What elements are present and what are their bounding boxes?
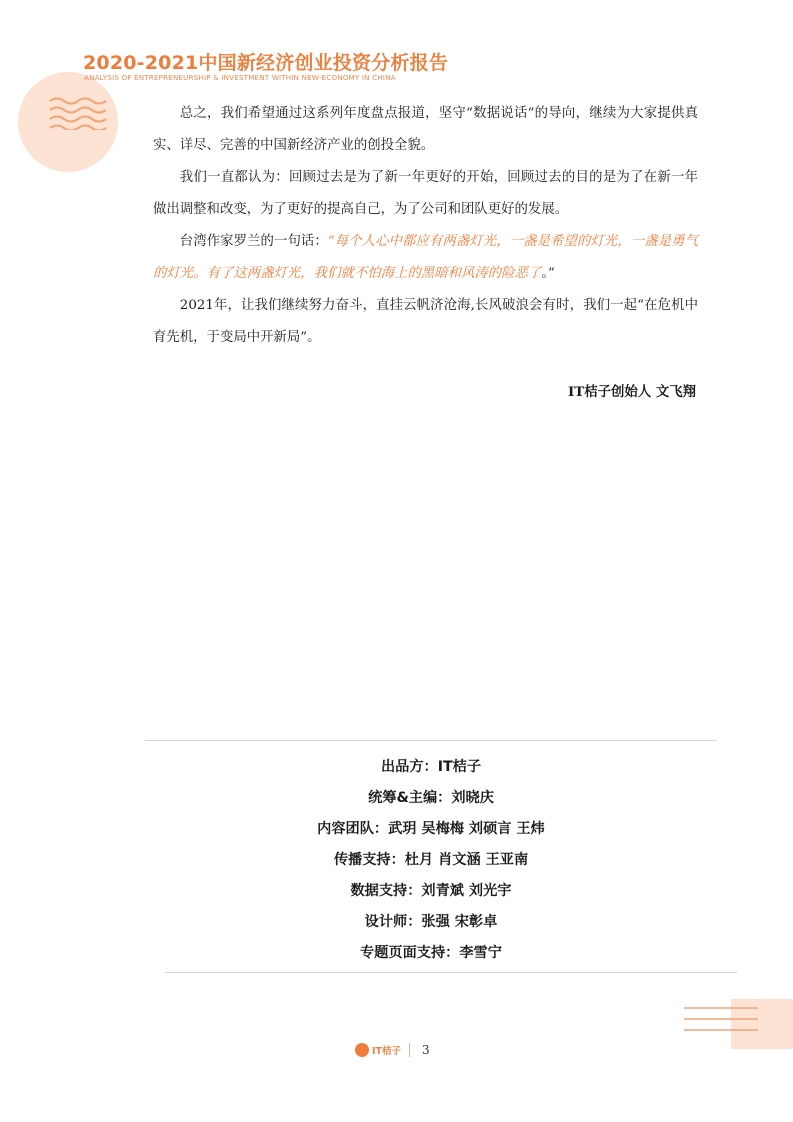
page-footer	[355, 1043, 430, 1057]
credit-line: 传播支持：杜月 肖文涵 王亚南	[333, 852, 529, 868]
credit-line: 数据支持：刘青斌 刘光宇	[350, 883, 512, 899]
quote-text: “每个人心中都应有两盏灯光，一盏是希望的灯光，一盏是勇气的灯光。有了这两盏灯光，我们就不怕海上的黑暗和风涛的险恶了	[153, 234, 699, 281]
divider-bottom	[165, 972, 737, 973]
quote-intro: 台湾作家罗兰的一句话：	[179, 234, 328, 249]
credit-line: 设计师：张强 宋彰卓	[364, 914, 498, 930]
itjuzi-logo-icon	[355, 1043, 369, 1057]
wave-lines-decoration	[48, 96, 110, 130]
credit-line: 出品方：IT桔子	[380, 759, 482, 775]
credit-line: 内容团队：武玥 吴梅梅 刘硕言 王炜	[317, 821, 545, 837]
divider-top	[145, 740, 717, 741]
quote-end: 。”	[541, 265, 555, 281]
report-subtitle: ANALYSIS OF ENTREPRENEURSHIP & INVESTMENT WITHIN NEW-ECONOMY IN CHINA	[84, 73, 396, 82]
paragraph: 我们一直都认为：回顾过去是为了新一年更好的开始，回顾过去的目的是为了在新一年做出调整和改变，为了更好的提高自己，为了公司和团队更好的发展。	[153, 170, 698, 217]
credit-line: 统筹&主编：刘晓庆	[368, 790, 494, 806]
signature: IT桔子创始人 文飞翔	[567, 384, 696, 400]
logo-text: IT桔子	[372, 1046, 402, 1057]
paragraph: 2021年，让我们继续努力奋斗，直挂云帆济沧海,长风破浪会有时，我们一起“在危机中育先机，于变局中开新局”。	[153, 298, 698, 345]
paragraph: 总之，我们希望通过这系列年度盘点报道，坚守“数据说话”的导向，继续为大家提供真实、详尽、完善的中国新经济产业的创投全貌。	[153, 106, 698, 153]
quote-paragraph	[153, 226, 698, 289]
footer-separator	[409, 1043, 410, 1057]
page-number: 3	[422, 1043, 430, 1057]
body-text	[153, 98, 698, 354]
horizontal-lines-decoration	[684, 1005, 758, 1039]
credit-line: 专题页面支持：李雪宁	[360, 945, 502, 961]
credits-list	[145, 752, 717, 969]
report-title: 2020-2021中国新经济创业投资分析报告	[83, 52, 449, 74]
